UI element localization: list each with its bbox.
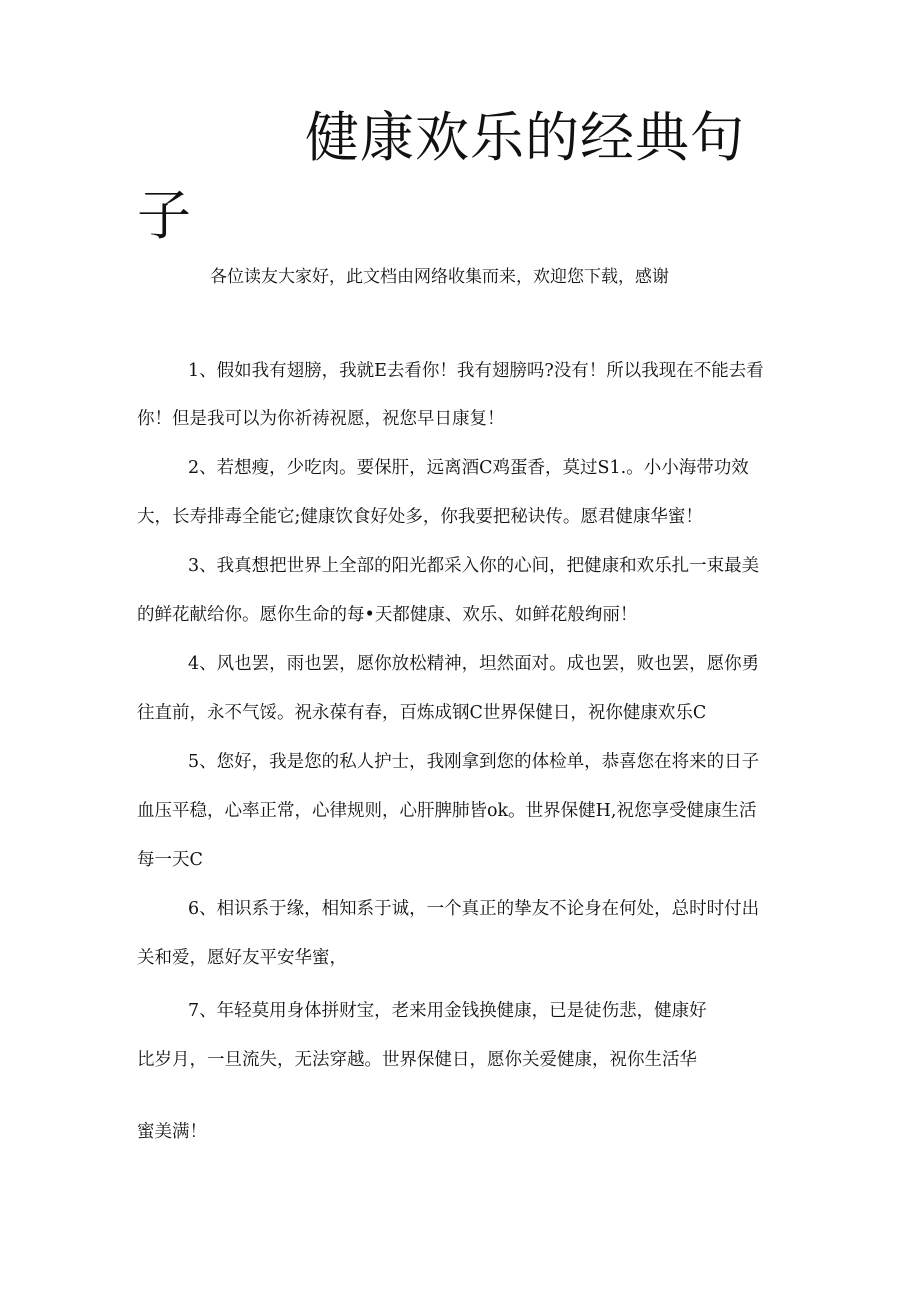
document-title-line-2: 子 bbox=[137, 184, 191, 247]
paragraph-3-line-1: 3、我真想把世界上全部的阳光都采入你的心间，把健康和欢乐扎一束最美 bbox=[188, 556, 760, 576]
paragraph-2-line-2: 大，长寿排毒全能它;健康饮食好处多，你我要把秘诀传。愿君健康华蜜！ bbox=[137, 507, 703, 527]
document-title-line-1: 健康欢乐的经典句 bbox=[305, 106, 745, 169]
paragraph-4-line-2: 往直前，永不气馁。祝永葆有春，百炼成钢C世界保健日，祝你健康欢乐C bbox=[137, 703, 707, 723]
paragraph-6-line-1: 6、相识系于缘，相知系于诚，一个真正的挚友不论身在何处，总时时付出 bbox=[188, 899, 760, 919]
paragraph-5-line-3: 每一天C bbox=[137, 850, 203, 870]
paragraph-4-line-1: 4、风也罢，雨也罢，愿你放松精神，坦然面对。成也罢，败也罢，愿你勇 bbox=[188, 654, 760, 674]
paragraph-5-line-2: 血压平稳，心率正常，心律规则，心肝脾肺皆ok。世界保健H,祝您享受健康生活 bbox=[137, 801, 757, 821]
paragraph-1-line-1: 1、假如我有翅膀，我就E去看你！我有翅膀吗?没有！所以我现在不能去看 bbox=[188, 361, 764, 381]
paragraph-3-line-2: 的鲜花献给你。愿你生命的每•天都健康、欢乐、如鲜花般绚丽！ bbox=[137, 605, 638, 625]
paragraph-1-line-2: 你！但是我可以为你祈祷祝愿，祝您早日康复！ bbox=[137, 409, 505, 429]
paragraph-7-line-1: 7、年轻莫用身体拼财宝，老来用金钱换健康，已是徒伤悲，健康好 bbox=[188, 1001, 707, 1021]
intro-text: 各位读友大家好，此文档由网络收集而来，欢迎您下载，感谢 bbox=[210, 267, 669, 287]
paragraph-6-line-2: 关和爱，愿好友平安华蜜， bbox=[137, 948, 347, 968]
paragraph-5-line-1: 5、您好，我是您的私人护士，我刚拿到您的体检单，恭喜您在将来的日子 bbox=[188, 752, 760, 772]
paragraph-7-line-2: 比岁月，一旦流失，无法穿越。世界保健日，愿你关爱健康，祝你生活华 bbox=[137, 1050, 697, 1070]
paragraph-7-line-3: 蜜美满！ bbox=[137, 1122, 207, 1142]
paragraph-2-line-1: 2、若想瘦，少吃肉。要保肝，远离酒C鸡蛋香，莫过S1.。小小海带功效 bbox=[188, 458, 749, 478]
